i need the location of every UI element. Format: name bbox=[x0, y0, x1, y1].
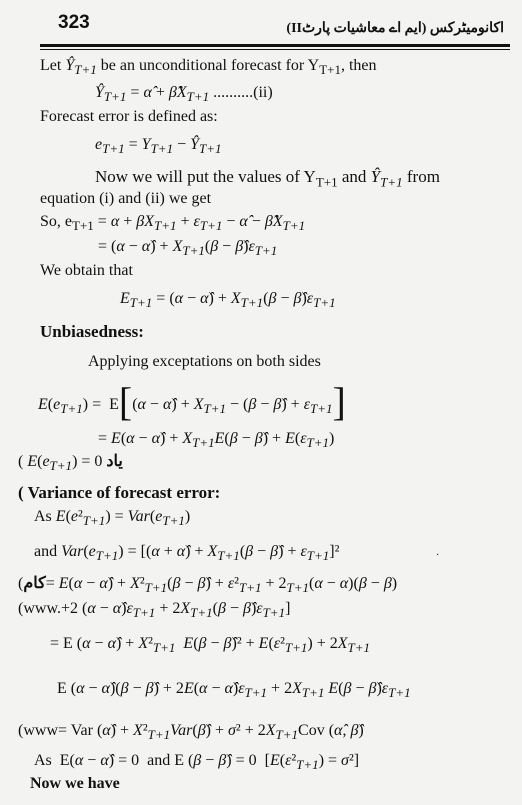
equation: and $Var(e_{T+1}) = [(\alpha$ + α̂) + $X_{T+1}(\beta$ − β̂) + $\varepsilon_{T+1}]^2$ bbox=[34, 543, 340, 564]
equation: So, $e_{T+1} = \alpha + \beta X_{T+1} + \varepsilon_{T+1}$ − α̂ − $\betâX_{T+1}$ bbox=[40, 213, 306, 234]
equation: As E(α − α̂) = 0 and E (β − β̂) = 0 $[E(\varepsilon^2_{T+1}) = \sigma^2]$ bbox=[34, 752, 360, 773]
equation: E (α − α̂)(β − β̂) + $2E(\alpha - \alphâ)\varepsilon_{T+1} + 2X_{T+1}$ $E(\beta - \betâ)\varepsilon_{T+1}$ bbox=[57, 680, 411, 701]
equation: (www.+2 $(\alpha - \alphâ)\varepsilon_{T+1} + 2X_{T+1}(\beta$ − $\betâ)\varepsilon_{T+1}$] bbox=[18, 600, 291, 621]
equation: (www= Var (α̂) + $X^2_{T+1}Var(\betâ) + \sigma^2 + 2X_{T+1}Cov$ (α̂, β̂) bbox=[18, 722, 364, 743]
equation: As $E(e^2_{T+1}) = Var(e_{T+1})$ bbox=[34, 508, 191, 529]
equation: (کام= E(α − α̂) + $X^2_{T+1}(\beta$ − β̂) + $\varepsilon^2_{T+1} + 2_{T+1}(\alpha - \alpha)(\beta - \beta)$ bbox=[18, 575, 398, 596]
text-line: Let $Ŷ_{T+1}$ be an unconditional forecast for $Y_{T+1}$, then bbox=[40, 57, 377, 78]
equation: = (α − α̂) + $X_{T+1}(\beta$ − $\betâ)\varepsilon_{T+1}$ bbox=[98, 238, 278, 259]
text-line: Now we will put the values of $Y_{T+1}$ and $Ŷ_{T+1}$ from bbox=[95, 167, 440, 190]
section-heading-variance: ( Variance of forecast error: bbox=[18, 483, 221, 502]
text-line-now-we-have: Now we have bbox=[30, 775, 120, 792]
text-line: We obtain that bbox=[40, 262, 133, 279]
equation: ( $E(e_{T+1}) = 0$ یاد bbox=[18, 453, 123, 474]
header-rule-thin bbox=[40, 49, 510, 50]
equation: $E_{T+1} = (\alpha$ − α̂) + $X_{T+1}(\beta$ − $\betâ)\varepsilon_{T+1}$ bbox=[120, 290, 336, 311]
equation: = E(α − α̂) + $X_{T+1}E(\beta$ − β̂) + $E(\varepsilon_{T+1})$ bbox=[98, 430, 335, 451]
text-line: Forecast error is defined as: bbox=[40, 108, 218, 125]
equation: $E(e_{T+1}) = E[(\alpha$ − α̂) + $X_{T+1} - (\beta$ − β̂) + $\varepsilon_{T+1}$] bbox=[38, 379, 346, 424]
text-line: equation (i) and (ii) we get bbox=[40, 190, 212, 207]
book-title: اکانومیٹرکس (ایم اے معاشیات پارٹII) bbox=[286, 21, 504, 36]
header-rule bbox=[40, 44, 510, 47]
equation-ii: $Ŷ_{T+1}$ = α̂ + $\betâX_{T+1}$ ..........(ii) bbox=[95, 84, 273, 105]
text-line: Applying exceptations on both sides bbox=[88, 353, 321, 370]
equation: = E (α − α̂) + $X^2_{T+1}$ E(β − β̂)² + $E(\varepsilon^2_{T+1}) + 2X_{T+1}$ bbox=[50, 635, 371, 656]
speck: · bbox=[436, 550, 440, 561]
section-heading-unbiasedness: Unbiasedness: bbox=[40, 322, 144, 341]
page-number: 323 bbox=[58, 12, 90, 33]
equation: $e_{T+1} = Y_{T+1}$ − $Ŷ_{T+1}$ bbox=[95, 136, 222, 157]
